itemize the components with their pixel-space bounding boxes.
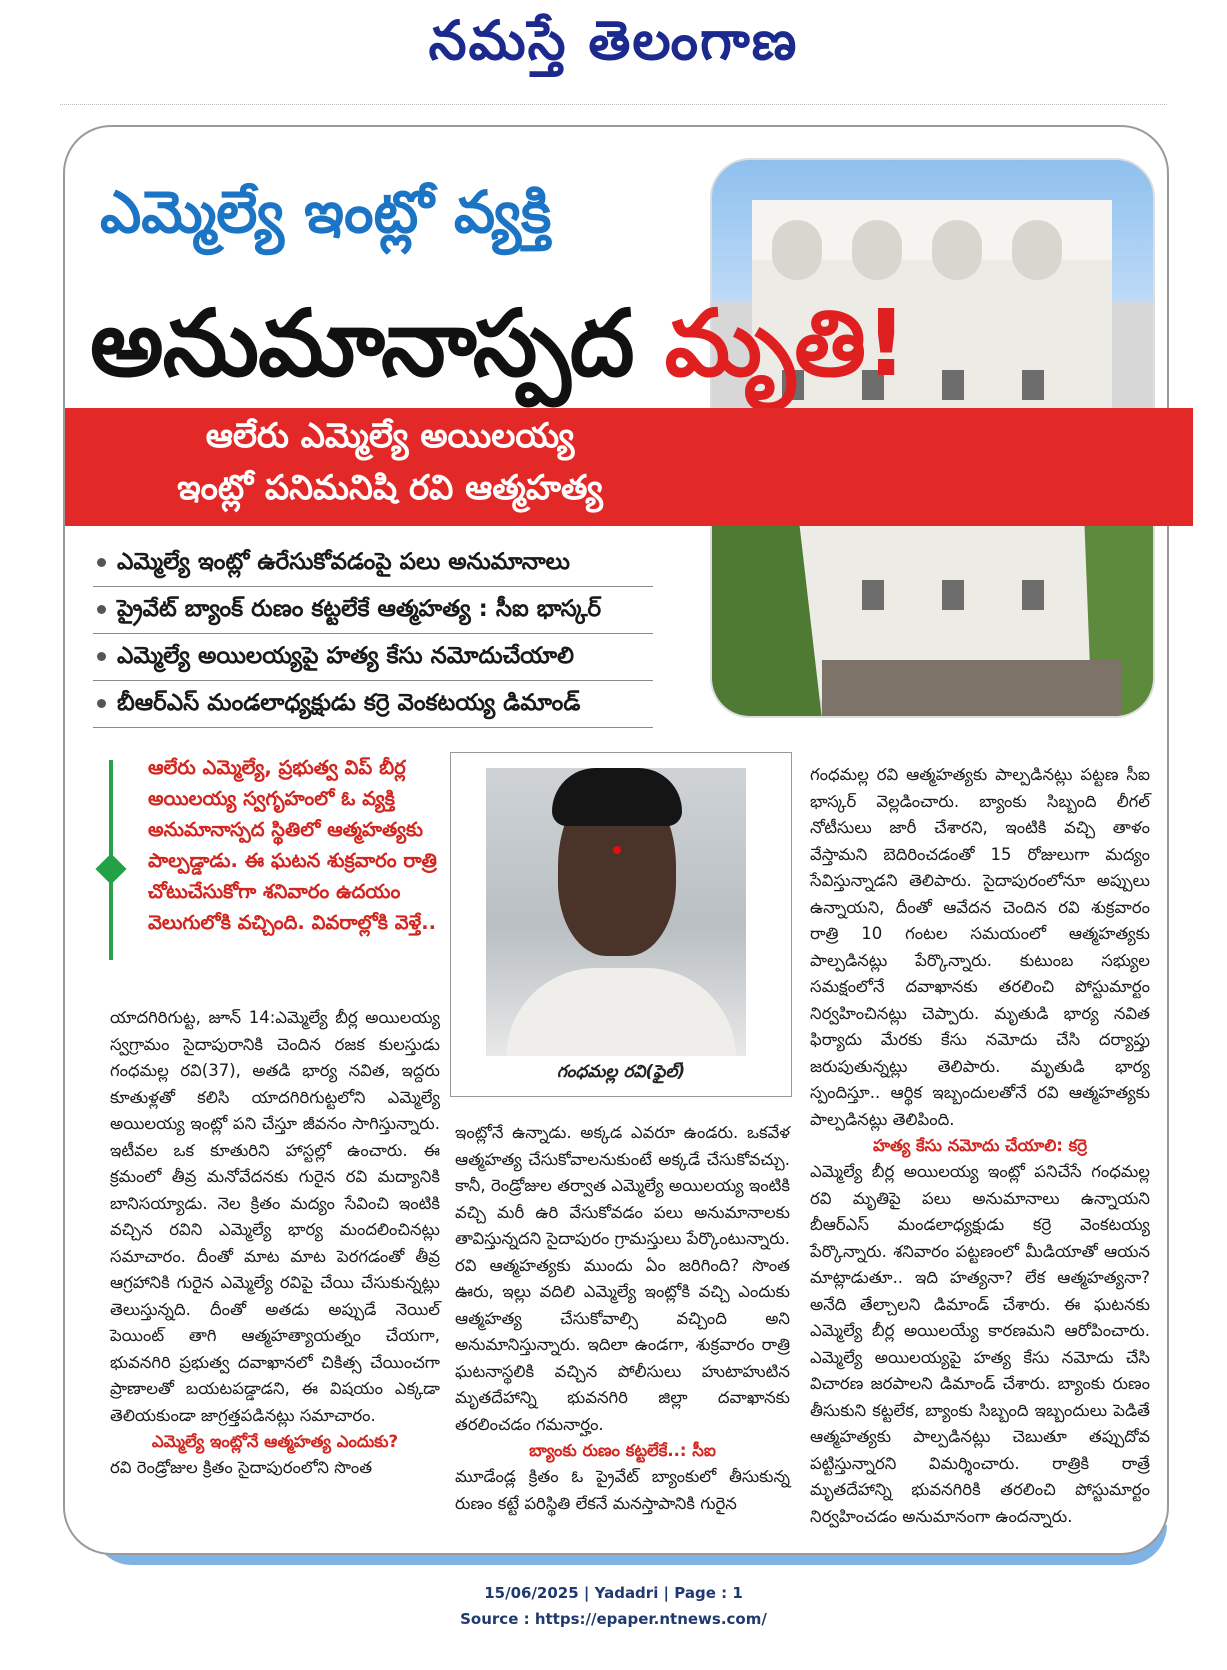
masthead-title: నమస్తే తెలంగాణ <box>428 8 799 72</box>
photo-caption: గంధమల్ల రవి(ఫైల్) <box>556 1062 686 1082</box>
headline <box>90 290 906 420</box>
col2-subhead: బ్యాంకు రుణం కట్టలేకే..: సీఐ <box>529 1441 716 1460</box>
bullet-item: ఎమ్మెల్యే ఇంట్లో ఉరేసుకోవడంపై పలు అనుమానాలు <box>93 540 653 587</box>
lead-paragraph: ఆలేరు ఎమ్మెల్యే, ప్రభుత్వ విప్ బీర్ల అయిలయ్య స్వగృహంలో ఓ వ్యక్తి అనుమానాస్పద స్థితిలో ఆత్మహత్యకు పాల్పడ్డాడు. ఈ ఘటన శుక్రవారం రాత్రి చోటుచేసుకోగా శనివారం ఉదయం వెలుగులోకి వచ్చింది. వివరాల్లోకి వెళ్తే.. <box>148 756 437 934</box>
headline-red: మృతి! <box>664 290 907 397</box>
footer-source-link[interactable]: Source : https://epaper.ntnews.com/ <box>460 1610 767 1628</box>
col3-subhead: హత్య కేసు నమోదు చేయాలి: కర్రె <box>872 1136 1088 1155</box>
kicker: ఎమ్మెల్యే ఇంట్లో వ్యక్తి <box>100 178 552 246</box>
col1-subhead: ఎమ్మెల్యే ఇంట్లోనే ఆత్మహత్య ఎందుకు? <box>151 1432 399 1451</box>
col1-tail: రవి రెండ్రోజుల క్రితం సైదాపురంలోని సొంత <box>110 1458 373 1477</box>
column-3 <box>810 762 1150 1530</box>
footer-date-line: 15/06/2025 | Yadadri | Page : 1 <box>484 1584 743 1602</box>
col1-body: యాదగిరిగుట్ట, జూన్ 14:ఎమ్మెల్యే బీర్ల అయిలయ్య స్వగ్రామం సైదాపురానికి చెందిన రజక కులస్తుడు గంధమల్ల రవి(37), అతడి భార్య నవిత, ఇద్దరు కూతుళ్లతో కలిసి యాదగిరిగుట్టలోని ఎమ్మెల్యే అయిలయ్య ఇంట్లో పని చేస్తూ జీవనం సాగిస్తున్నారు. ఇటీవల ఒక కూతురిని హాస్టల్లో ఉంచారు. ఈ క్రమంలో తీవ్ర మనోవేదనకు గురైన రవి మద్యానికి బానిసయ్యాడు. నెల క్రితం మద్యం సేవించి ఇంటికి వచ్చిన రవిని ఎమ్మెల్యే భార్య మందలించినట్లు సమాచారం. దీంతో మాట మాట పెరగడంతో తీవ్ర ఆగ్రహానికి గురైన ఎమ్మెల్యే రవిపై చేయి చేసుకున్నట్లు తెలుస్తున్నది. దీంతో అతడు అప్పుడే నెయిల్ పెయింట్ తాగి ఆత్మహత్యాయత్నం చేయగా, భువనగిరి ప్రభుత్వ దవాఖానలో చికిత్స చేయించగా ప్రాణాలతో బయటపడ్డాడని, ఈ విషయం ఎక్కడా తెలియకుండా జాగ్రత్తపడినట్లు సమాచారం. <box>110 1008 440 1425</box>
headline-main: అనుమానాస్పద <box>90 290 665 397</box>
portrait-photo <box>486 768 746 1056</box>
bullet-item: బీఆర్ఎస్ మండలాధ్యక్షుడు కర్రె వెంకటయ్య డిమాండ్ <box>93 681 653 728</box>
masthead-rule <box>60 104 1167 106</box>
subhead-band <box>65 408 1193 526</box>
bullet-item: ప్రైవేట్ బ్యాంక్ రుణం కట్టలేకే ఆత్మహత్య : సీఐ భాస్కర్ <box>93 587 653 634</box>
column-1 <box>110 1005 440 1482</box>
subhead-line-1: ఆలేరు ఎమ్మెల్యే అయిలయ్య <box>205 416 575 456</box>
bullet-list <box>93 540 653 728</box>
column-2 <box>455 1120 790 1517</box>
col3-tail: ఎమ్మెల్యే బీర్ల అయిలయ్య ఇంట్లో పనిచేసే గంధమల్ల రవి మృతిపై పలు అనుమానాలు ఉన్నాయని బీఆర్ఎస్ మండలాధ్యక్షుడు కర్రె వెంకటయ్య పేర్కొన్నారు. శనివారం పట్టణంలో మీడియాతో ఆయన మాట్లాడుతూ.. ఇది హత్యనా? లేక ఆత్మహత్యనా? అనేది తేల్చాలని డిమాండ్ చేశారు. ఈ ఘటనకు ఎమ్మెల్యే బీర్ల అయిలయ్యే కారణమని ఆరోపించారు. ఎమ్మెల్యే అయిలయ్యపై హత్య కేసు నమోదు చేసి విచారణ జరపాలని డిమాండ్ చేశారు. బ్యాంకు రుణం తీసుకుని కట్టలేక, బ్యాంకు సిబ్బంది ఇబ్బందులు పెడితే ఆత్మహత్యకు పాల్పడినట్లు చెబుతూ తప్పుదోవ పట్టిస్తున్నారని విమర్శించారు. రాత్రికి రాత్రే మృతదేహాన్ని భువనగిరికి తరలించి పోస్టుమార్టం నిర్వహించడం అనుమానంగా ఉందన్నారు. <box>810 1162 1150 1526</box>
col3-body: గంధమల్ల రవి ఆత్మహత్యకు పాల్పడినట్లు పట్టణ సీఐ భాస్కర్ వెల్లడించారు. బ్యాంకు సిబ్బంది లీగల్ నోటీసులు జారీ చేశారని, ఇంటికి వచ్చి తాళం వేస్తామని బెదిరించడంతో 15 రోజులుగా మద్యం సేవిస్తున్నాడని తెలిపారు. సైదాపురంలోనూ అప్పులు ఉన్నాయని, దీంతో ఆవేదన చెందిన రవి శుక్రవారం రాత్రి 10 గంటల సమయంలో ఆత్మహత్యకు పాల్పడినట్లు పేర్కొన్నారు. కుటుంబ సభ్యుల సమక్షంలోనే దవాఖానకు తరలించి పోస్టుమార్టం నిర్వహించినట్లు చెప్పారు. మృతుడి భార్య నవిత ఫిర్యాదు మేరకు కేసు నమోదు చేసి దర్యాప్తు జరుపుతున్నట్లు తెలిపారు. మృతుడి భార్య స్పందిస్తూ.. ఆర్థిక ఇబ్బందులతోనే రవి ఆత్మహత్యకు పాల్పడినట్లు తెలిపింది. <box>810 765 1150 1129</box>
col2-body: ఇంట్లోనే ఉన్నాడు. అక్కడ ఎవరూ ఉండరు. ఒకవేళ ఆత్మహత్య చేసుకోవాలనుకుంటే అక్కడే చేసుకోవచ్చు. కానీ, రెండ్రోజుల తర్వాత ఎమ్మెల్యే అయిలయ్య ఇంటికి వచ్చి మరీ ఉరి వేసుకోవడం పలు అనుమానాలకు తావిస్తున్నదని సైదాపురం గ్రామస్తులు పేర్కొంటున్నారు. రవి ఆత్మహత్యకు ముందు ఏం జరిగింది? సొంత ఊరు, ఇల్లు వదిలి ఎమ్మెల్యే ఇంట్లోకి వచ్చి ఎందుకు ఆత్మహత్య చేసుకోవాల్సి వచ్చింది అని అనుమానిస్తున్నారు. ఇదిలా ఉండగా, శుక్రవారం రాత్రి ఘటనాస్థలికి వచ్చిన పోలీసులు హుటాహుటిన మృతదేహాన్ని భువనగిరి జిల్లా దవాఖానకు తరలించడం గమనార్హం. <box>455 1123 790 1434</box>
subhead-line-2: ఇంట్లో పనిమనిషి రవి ఆత్మహత్య <box>177 468 603 508</box>
col2-tail: మూడేండ్ల క్రితం ఓ ప్రైవేట్ బ్యాంకులో తీసుకున్న రుణం కట్టే పరిస్థితి లేకనే మనస్తాపానికి గురైన <box>455 1467 790 1513</box>
bullet-item: ఎమ్మెల్యే అయిలయ్యపై హత్య కేసు నమోదుచేయాలి <box>93 634 653 681</box>
